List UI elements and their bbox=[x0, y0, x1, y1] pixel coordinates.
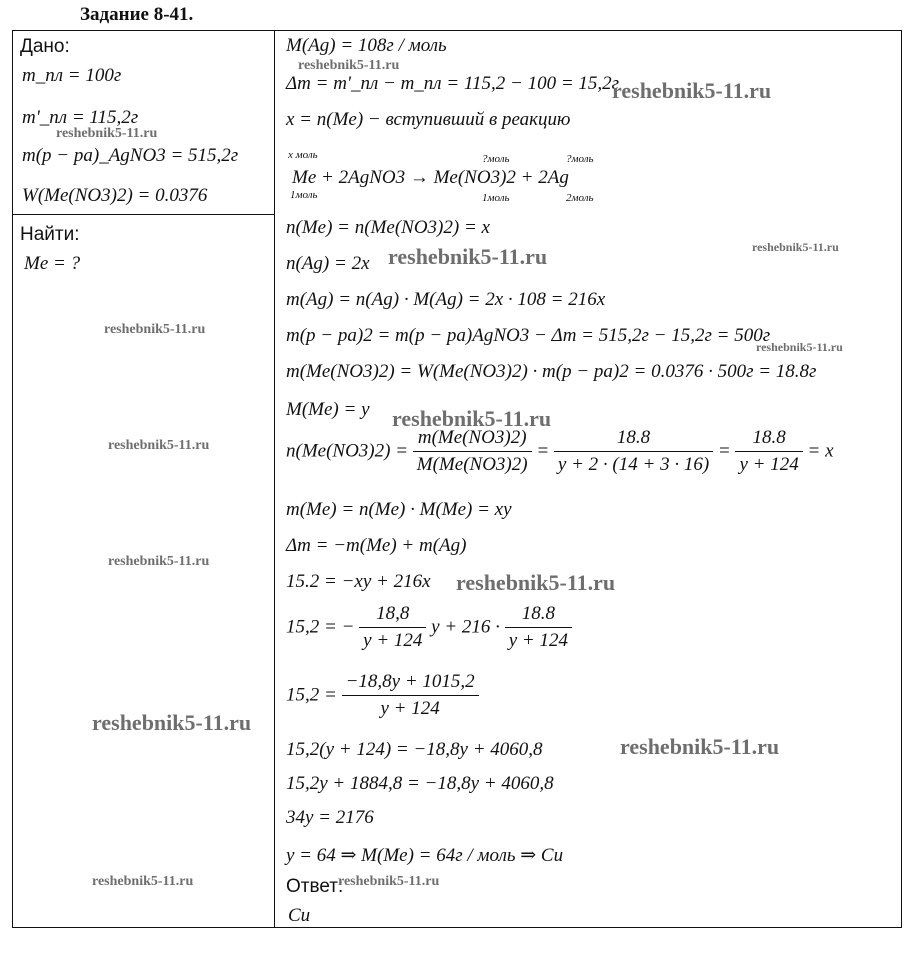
line-m-me: m(Me) = n(Me) · M(Me) = xy bbox=[286, 499, 512, 520]
l11-frac-1 bbox=[413, 428, 532, 476]
given-label: Дано: bbox=[20, 36, 70, 57]
line-n-ag: n(Ag) = 2x bbox=[286, 253, 370, 274]
l16-frac bbox=[342, 672, 479, 720]
l15-frac-2-num: 18.8 bbox=[505, 604, 572, 628]
watermark: reshebnik5-11.ru bbox=[756, 340, 843, 354]
watermark: reshebnik5-11.ru bbox=[338, 874, 440, 889]
line-delta-m-balance: Δm = −m(Me) + m(Ag) bbox=[286, 535, 467, 556]
l15-frac-1-num: 18,8 bbox=[359, 604, 426, 628]
l16-frac-num: −18,8y + 1015,2 bbox=[342, 672, 479, 696]
given-mass-plate: m_пл = 100г bbox=[22, 65, 122, 86]
line-equation-4: 15,2(y + 124) = −18,8y + 4060,8 bbox=[286, 739, 543, 760]
l15-frac-1-den: y + 124 bbox=[363, 629, 423, 651]
watermark: reshebnik5-11.ru bbox=[620, 734, 780, 759]
eq-bot-mid: 1моль bbox=[482, 192, 510, 204]
l11-frac-3-num: 18.8 bbox=[735, 428, 802, 452]
l16-frac-den: y + 124 bbox=[380, 697, 440, 719]
line-x-definition: x = n(Me) − вступивший в реакцию bbox=[286, 109, 571, 130]
l15-left: 15,2 = − bbox=[286, 616, 355, 638]
column-divider bbox=[274, 30, 275, 928]
task-title: Задание 8-41. bbox=[80, 4, 194, 25]
watermark: reshebnik5-11.ru bbox=[108, 554, 210, 569]
l11-eq-1: = bbox=[536, 440, 550, 462]
eq-bot-right: 2моль bbox=[566, 192, 594, 204]
watermark: reshebnik5-11.ru bbox=[108, 438, 210, 453]
l11-eq-2: = bbox=[717, 440, 731, 462]
watermark: reshebnik5-11.ru bbox=[104, 322, 206, 337]
l11-left: n(Me(NO3)2) = bbox=[286, 440, 409, 462]
line-equation-1: 15.2 = −xy + 216x bbox=[286, 571, 431, 592]
l16-left: 15,2 = bbox=[286, 684, 337, 706]
watermark: reshebnik5-11.ru bbox=[92, 710, 252, 735]
line-m-nitrate: m(Me(NO3)2) = W(Me(NO3)2) · m(p − pa)2 = 0.0376 · 500г = 18.8г bbox=[286, 361, 817, 382]
l11-frac-2-den: y + 2 · (14 + 3 · 16) bbox=[557, 453, 710, 475]
line-molar-mass-ag: M(Ag) = 108г / моль bbox=[286, 35, 447, 56]
eq-bot-left: 1моль bbox=[290, 189, 318, 201]
l11-frac-2 bbox=[554, 428, 713, 476]
given-mass-plate-after: m'_пл = 115,2г bbox=[22, 107, 139, 128]
watermark: reshebnik5-11.ru bbox=[92, 874, 194, 889]
given-find-divider bbox=[12, 214, 275, 215]
answer-value: Cu bbox=[288, 905, 311, 926]
given-mass-fraction: W(Me(NO3)2) = 0.0376 bbox=[22, 185, 208, 206]
l15-frac-2 bbox=[505, 604, 572, 652]
reaction-equation: Me + 2AgNO3 → Me(NO3)2 + 2Ag bbox=[292, 167, 569, 188]
line-solution-mass-2: m(p − pa)2 = m(p − pa)AgNO3 − Δm = 515,2г − 15,2г = 500г bbox=[286, 325, 771, 346]
answer-label: Ответ: bbox=[286, 876, 344, 897]
l11-frac-3-den: y + 124 bbox=[739, 453, 799, 475]
line-n-nitrate bbox=[286, 428, 834, 476]
watermark: reshebnik5-11.ru bbox=[388, 244, 548, 269]
find-value: Me = ? bbox=[24, 253, 81, 274]
watermark: reshebnik5-11.ru bbox=[298, 58, 400, 73]
watermark: reshebnik5-11.ru bbox=[456, 570, 616, 595]
line-molar-mass-me: M(Me) = y bbox=[286, 399, 370, 420]
l15-frac-1 bbox=[359, 604, 426, 652]
line-equation-3 bbox=[286, 672, 479, 720]
l15-mid: y + 216 · bbox=[431, 616, 500, 638]
find-label: Найти: bbox=[20, 224, 80, 245]
eq-top-mid: ?моль bbox=[482, 153, 510, 165]
line-equation-2 bbox=[286, 604, 572, 652]
watermark: reshebnik5-11.ru bbox=[612, 78, 772, 103]
l11-frac-1-num: m(Me(NO3)2) bbox=[413, 428, 532, 452]
l11-frac-2-num: 18.8 bbox=[554, 428, 713, 452]
watermark: reshebnik5-11.ru bbox=[392, 406, 552, 431]
eq-top-right: ?моль bbox=[566, 153, 594, 165]
line-result: y = 64 ⇒ M(Me) = 64г / моль ⇒ Cu bbox=[286, 845, 564, 866]
l15-frac-2-den: y + 124 bbox=[508, 629, 568, 651]
line-delta-m: Δm = m'_пл − m_пл = 115,2 − 100 = 15,2г bbox=[286, 73, 620, 94]
watermark: reshebnik5-11.ru bbox=[56, 126, 158, 141]
watermark: reshebnik5-11.ru bbox=[752, 240, 839, 254]
l11-end: = x bbox=[807, 440, 834, 462]
line-equation-6: 34y = 2176 bbox=[286, 807, 374, 828]
given-solution-mass: m(p − pa)_AgNO3 = 515,2г bbox=[22, 145, 239, 166]
line-m-ag: m(Ag) = n(Ag) · M(Ag) = 2x · 108 = 216x bbox=[286, 289, 606, 310]
line-n-me: n(Me) = n(Me(NO3)2) = x bbox=[286, 217, 490, 238]
l11-frac-3 bbox=[735, 428, 802, 476]
eq-top-left: x моль bbox=[288, 149, 318, 161]
line-equation-5: 15,2y + 1884,8 = −18,8y + 4060,8 bbox=[286, 773, 554, 794]
l11-frac-1-den: M(Me(NO3)2) bbox=[416, 453, 528, 475]
